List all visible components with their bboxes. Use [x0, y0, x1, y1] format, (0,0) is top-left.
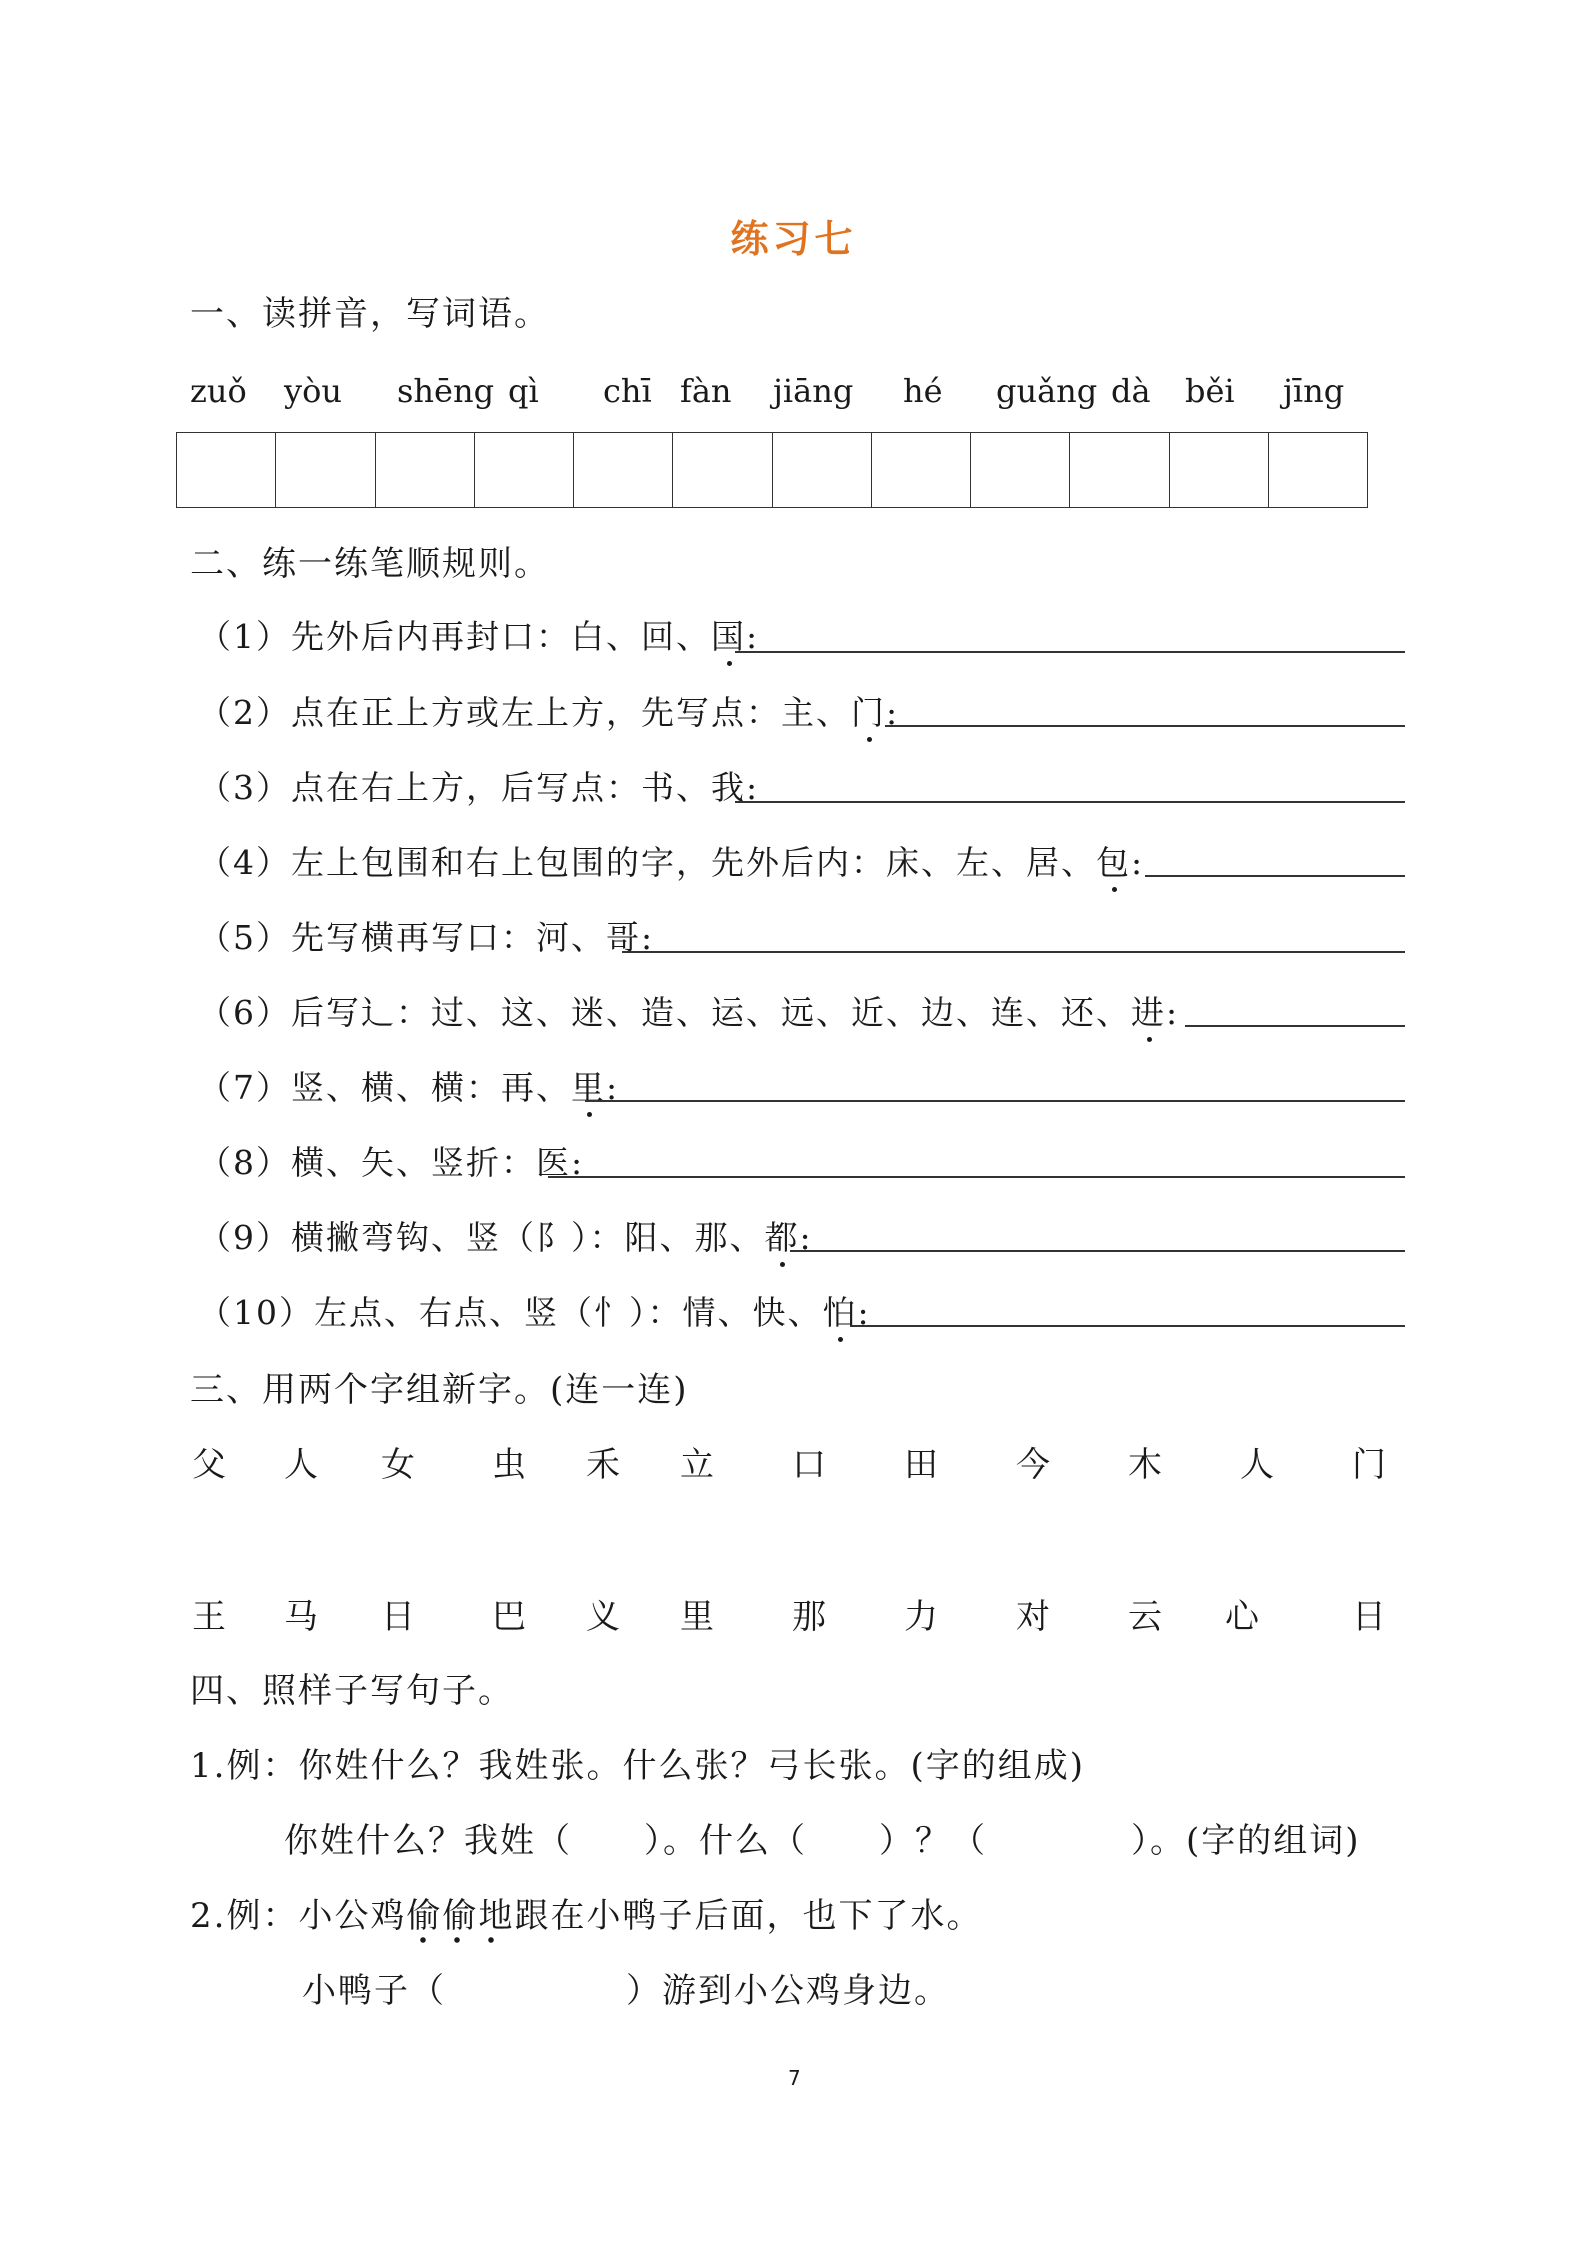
writing-cell[interactable]	[1070, 433, 1169, 507]
match-char-top[interactable]: 田	[904, 1445, 938, 1485]
writing-cell[interactable]	[1269, 433, 1367, 507]
plain-char: 哥	[606, 918, 641, 957]
pinyin: hé	[903, 372, 943, 410]
match-char-top[interactable]: 今	[1016, 1445, 1050, 1485]
plain-char: 医	[536, 1143, 571, 1182]
section-3-heading: 三、用两个字组新字。(连一连)	[190, 1370, 689, 1410]
stroke-rule-3	[198, 762, 759, 809]
pinyin: guǎng	[996, 372, 1098, 410]
match-char-bottom[interactable]: 那	[792, 1597, 826, 1637]
answer-line-1[interactable]	[735, 651, 1405, 653]
pinyin: dà	[1111, 372, 1151, 410]
match-char-top[interactable]: 口	[792, 1445, 826, 1485]
example-2	[190, 1888, 982, 1937]
dotted-char: 包	[1096, 837, 1131, 884]
colon: :	[1166, 993, 1180, 1032]
practice-2[interactable]: 小鸭子（ ）游到小公鸡身边。	[302, 1971, 950, 2011]
dotted-char: 进	[1131, 987, 1166, 1034]
match-char-top[interactable]: 人	[284, 1445, 318, 1485]
pinyin: fàn	[680, 372, 732, 410]
writing-cell[interactable]	[276, 433, 375, 507]
rule-text: （10）左点、右点、竖（忄）：情、快、	[198, 1293, 823, 1332]
practice-1[interactable]: 你姓什么？我姓（ ）。什么（ ）？（ ）。(字的组词)	[284, 1821, 1361, 1861]
pinyin: běi	[1185, 372, 1235, 410]
writing-cell[interactable]	[574, 433, 673, 507]
colon: :	[746, 617, 760, 656]
match-char-bottom[interactable]: 力	[904, 1597, 938, 1637]
match-char-bottom[interactable]: 王	[192, 1597, 226, 1637]
dotted-char: 国	[711, 611, 746, 658]
rule-text: （9）横撇弯钩、竖（阝）：阳、那、	[198, 1218, 765, 1257]
pinyin: zuǒ	[190, 372, 247, 410]
match-char-bottom[interactable]: 对	[1016, 1597, 1050, 1637]
plain-char: 我	[711, 768, 746, 807]
match-char-top[interactable]: 木	[1128, 1445, 1162, 1485]
stroke-rule-9	[198, 1212, 813, 1259]
match-char-bottom[interactable]: 日	[381, 1597, 415, 1637]
answer-line-10[interactable]	[850, 1325, 1405, 1327]
answer-line-5[interactable]	[622, 951, 1405, 953]
page-title: 练习七	[730, 217, 857, 261]
match-char-top[interactable]: 立	[680, 1445, 714, 1485]
section-1-heading: 一、读拼音，写词语。	[190, 294, 550, 334]
stroke-rule-1	[198, 611, 759, 658]
rule-text: （8）横、矢、竖折：	[198, 1143, 536, 1182]
rule-text: （5）先写横再写口：河、	[198, 918, 606, 957]
colon: :	[799, 1218, 813, 1257]
match-char-bottom[interactable]: 义	[586, 1597, 620, 1637]
stroke-rule-2	[198, 687, 899, 734]
stroke-rule-6	[198, 987, 1179, 1034]
writing-grid	[176, 432, 1368, 508]
match-char-top[interactable]: 虫	[492, 1445, 526, 1485]
match-char-bottom[interactable]: 日	[1352, 1597, 1386, 1637]
match-char-top[interactable]: 父	[192, 1445, 226, 1485]
writing-cell[interactable]	[673, 433, 772, 507]
pinyin: jiāng	[773, 372, 854, 410]
answer-line-3[interactable]	[735, 801, 1405, 803]
example-2-text: 2.例：小公鸡	[190, 1896, 407, 1936]
answer-line-6[interactable]	[1185, 1025, 1405, 1027]
pinyin: jīng	[1283, 372, 1345, 410]
colon: :	[886, 693, 900, 732]
rule-text: （6）后写辶：过、这、迷、造、运、远、近、边、连、还、	[198, 993, 1131, 1032]
match-char-bottom[interactable]: 里	[680, 1597, 714, 1637]
stroke-rule-10	[198, 1287, 871, 1334]
section-4-heading: 四、照样子写句子。	[190, 1671, 514, 1711]
writing-cell[interactable]	[773, 433, 872, 507]
rule-text: （4）左上包围和右上包围的字，先外后内：床、左、居、	[198, 843, 1096, 882]
example-1: 1.例：你姓什么？我姓张。什么张？弓长张。(字的组成)	[190, 1746, 1085, 1786]
match-char-bottom[interactable]: 心	[1225, 1597, 1259, 1637]
match-char-bottom[interactable]: 巴	[492, 1597, 526, 1637]
answer-line-2[interactable]	[885, 725, 1405, 727]
section-2-heading: 二、练一练笔顺规则。	[190, 544, 550, 584]
pinyin: chī	[603, 372, 652, 410]
colon: :	[1131, 843, 1145, 882]
stroke-rule-4	[198, 837, 1144, 884]
writing-cell[interactable]	[971, 433, 1070, 507]
colon: :	[606, 1068, 620, 1107]
dotted-char: 都	[765, 1212, 800, 1259]
dotted-char: 里	[571, 1062, 606, 1109]
pinyin: qì	[508, 372, 539, 410]
dotted-char: 怕	[823, 1287, 858, 1334]
rule-text: （1）先外后内再封口：白、回、	[198, 617, 711, 656]
pinyin: shēng	[397, 372, 495, 410]
colon: :	[571, 1143, 585, 1182]
answer-line-7[interactable]	[585, 1100, 1405, 1102]
colon: :	[641, 918, 655, 957]
dotted-word: 偷偷地	[406, 1896, 514, 1944]
match-char-bottom[interactable]: 云	[1128, 1597, 1162, 1637]
writing-cell[interactable]	[475, 433, 574, 507]
stroke-rule-7	[198, 1062, 619, 1109]
rule-text: （3）点在右上方，后写点：书、	[198, 768, 711, 807]
colon: :	[857, 1293, 871, 1332]
match-char-top[interactable]: 禾	[586, 1445, 620, 1485]
match-char-top[interactable]: 人	[1240, 1445, 1274, 1485]
rule-text: （2）点在正上方或左上方，先写点：主、	[198, 693, 851, 732]
page-number: 7	[788, 2066, 801, 2090]
answer-line-8[interactable]	[548, 1176, 1405, 1178]
rule-text: （7）竖、横、横：再、	[198, 1068, 571, 1107]
example-2-text: 跟在小鸭子后面，也下了水。	[514, 1896, 983, 1936]
match-char-bottom[interactable]: 马	[284, 1597, 318, 1637]
match-char-top[interactable]: 女	[381, 1445, 415, 1485]
writing-cell[interactable]	[872, 433, 971, 507]
answer-line-4[interactable]	[1145, 875, 1405, 877]
match-char-top[interactable]: 门	[1352, 1445, 1386, 1485]
stroke-rule-8	[198, 1137, 584, 1184]
stroke-rule-5	[198, 912, 654, 959]
dotted-char: 门	[851, 687, 886, 734]
colon: :	[746, 768, 760, 807]
answer-line-9[interactable]	[790, 1250, 1405, 1252]
pinyin: yòu	[284, 372, 342, 410]
writing-cell[interactable]	[1170, 433, 1269, 507]
writing-cell[interactable]	[376, 433, 475, 507]
writing-cell[interactable]	[177, 433, 276, 507]
